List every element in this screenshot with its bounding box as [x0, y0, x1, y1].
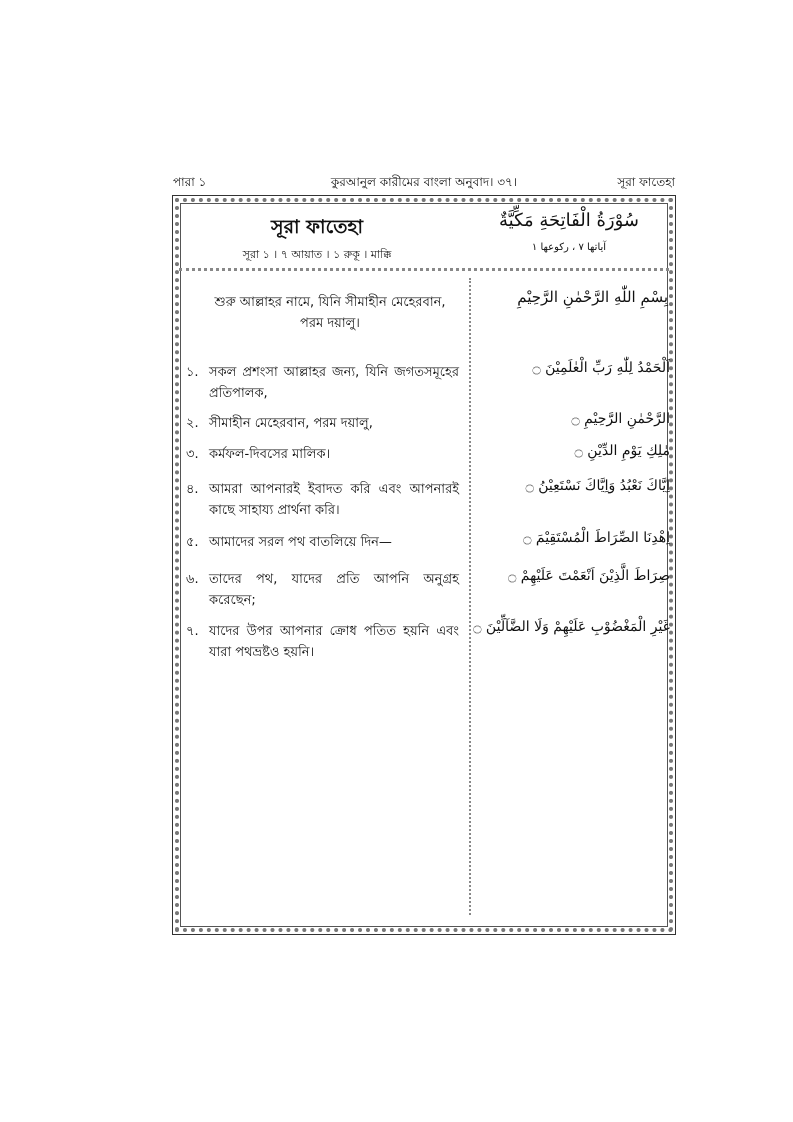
- verse-arabic: اِيَّاكَ نَعْبُدُ وَاِيَّاكَ نَسْتَعِيْنُ ۝: [525, 478, 670, 494]
- verse-translation: কর্মফল-দিবসের মালিক।: [209, 447, 331, 462]
- verse-number: ৭.: [186, 624, 199, 639]
- verse-arabic: مٰلِكِ يَوْمِ الدِّيْنِ ۝: [574, 443, 670, 459]
- running-head-para: পারা ১: [173, 175, 207, 189]
- surah-meta-arabic: آياتها ٧ ، ركوعها ١: [531, 242, 607, 253]
- verse-number: ১.: [186, 365, 199, 380]
- surah-title-bengali: সূরা ফাতেহা: [271, 216, 363, 238]
- bismillah-bengali: শুরু আল্লাহর নামে, যিনি সীমাহীন মেহেরবান, পরম দয়ালু।: [214, 295, 446, 331]
- running-head-book-title: কুরআনুল কারীমের বাংলা অনুবাদ। ৩৭।: [330, 175, 518, 189]
- verse-translation: আমরা আপনারই ইবাদত করি এবং আপনারই কাছে সাহায্য প্রার্থনা করি।: [209, 482, 459, 518]
- verse-number: ২.: [186, 416, 199, 431]
- column-divider: [469, 278, 471, 915]
- verse-number: ৪.: [186, 482, 199, 497]
- bismillah-arabic: بِسْمِ اللّٰهِ الرَّحْمٰنِ الرَّحِيْمِ: [517, 288, 668, 306]
- verse-translation: তাদের পথ, যাদের প্রতি আপনি অনুগ্রহ করেছেন;: [209, 572, 459, 608]
- verse-arabic: غَيْرِ الْمَغْضُوْبِ عَلَيْهِمْ وَلَا الضَّآلِّيْنَ ۝: [473, 619, 670, 635]
- verse-number: ৬.: [186, 572, 199, 587]
- verse-translation: সকল প্রশংসা আল্লাহর জন্য, যিনি জগতসমূহের প্রতিপালক,: [209, 365, 459, 401]
- header-divider: [179, 268, 669, 271]
- verse-translation: আমাদের সরল পথ বাতলিয়ে দিন—: [209, 535, 392, 550]
- verse-translation: সীমাহীন মেহেরবান, পরম দয়ালু,: [209, 416, 373, 431]
- verse-arabic: اَلْحَمْدُ لِلّٰهِ رَبِّ الْعٰلَمِيْنَ ۝: [532, 360, 670, 376]
- running-head: [173, 174, 675, 192]
- running-head-surah: সূরা ফাতেহা: [617, 175, 675, 189]
- verse-translation: যাদের উপর আপনার ক্রোধ পতিত হয়নি এবং যারা পথভ্রষ্টও হয়নি।: [209, 624, 459, 660]
- verse-arabic: صِرَاطَ الَّذِيْنَ اَنْعَمْتَ عَلَيْهِمْ ۝: [508, 568, 670, 584]
- verse-arabic: اِهْدِنَا الصِّرَاطَ الْمُسْتَقِيْمَ ۝: [523, 530, 670, 546]
- verse-number: ৩.: [186, 447, 199, 462]
- surah-title-arabic: سُوْرَةُ الْفَاتِحَةِ مَكِّيَّةٌ: [499, 210, 639, 231]
- surah-meta-bengali: সূরা ১ । ৭ আয়াত । ১ রুকূ । মাক্কি: [242, 248, 392, 261]
- verse-number: ৫.: [186, 535, 199, 550]
- verse-arabic: الرَّحْمٰنِ الرَّحِيْمِ ۝: [571, 411, 670, 427]
